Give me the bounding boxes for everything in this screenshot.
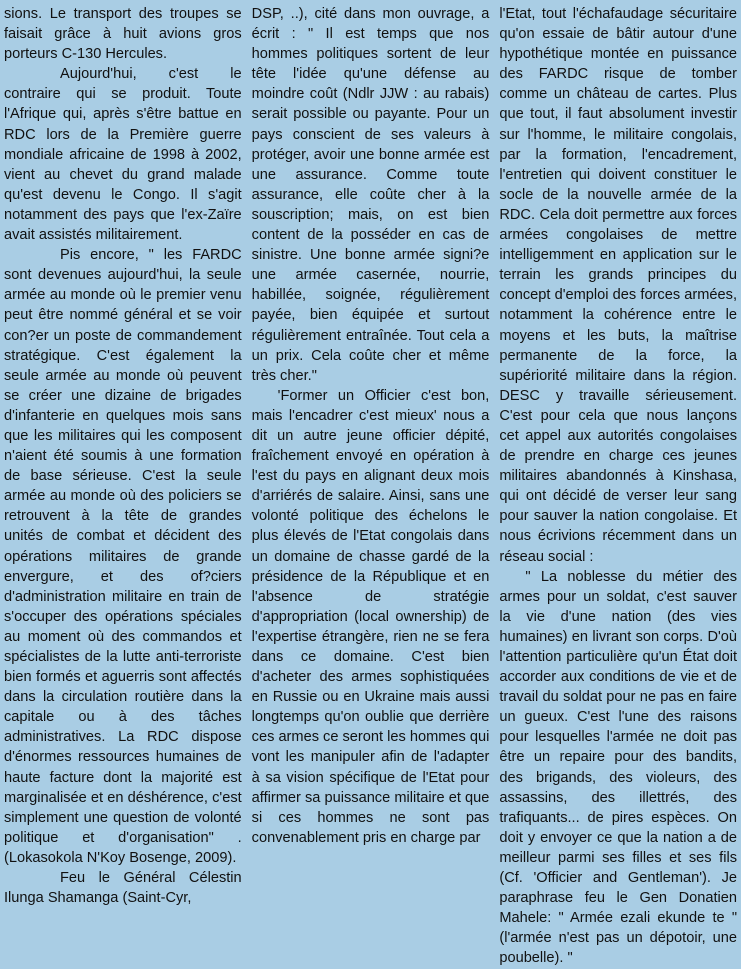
paragraph: l'Etat, tout l'échafaudage sécuritaire qu'on essaie de bâtir autour d'une hypothétique montée en puissance des FARDC risque de tomber comme un château de cartes. Plus que tout, il faut absolument investir sur l'homme, le militaire congolais, par la formation, l'encadrement, l'entretien qui doivent constituer le socle de la nouvelle armée de la RDC. Cela doit permettre aux forces armées congolaises de mettre intelligemment en application sur le terrain les grands principes du concept d'emploi des forces armées, notamment la cohérence entre le moyens et les buts, la maîtrise permanente de la force, la supériorité militaire dans la région. DESC y travaille sérieusement. C'est pour cela que nous lançons cet appel aux autorités congolaises de prendre en charge ces jeunes militaires abandonnés à Kinshasa, qui ont décidé de verser leur sang pour sauver la nation congolaise. Et nous écrivions récemment dans un réseau social : xyxy=(499,6,738,565)
paragraph: 'Former un Officier c'est bon, mais l'encadrer c'est mieux' nous a dit un autre jeune officier dépité, fraîchement envoyé en opération à l'est du pays en alignant deux mois d'arriérés de salaire. Ainsi, sans une volonté politique des échelons le plus élevés de l'Etat congolais dans un domaine de chasse gardé de la présidence de la République et en l'absence de stratégie d'appropriation (local ownership) de l'expertise étrangère, rien ne se fera dans ce domaine. C'est bien d'acheter des armes sophistiquées en Russie ou en Ukraine mais aussi longtemps qu'on oublie que derrière ces armes ce seront les hommes qui vont les manipuler afin de l'adapter à sa vision spécifique de l'Etat pour affirmer sa puissance militaire et que si ces hommes ne sont pas convenablement pris en charge par xyxy=(251,387,490,846)
paragraph: DSP, ..), cité dans mon ouvrage, a écrit : " Il est temps que nos hommes politiques sortent de leur tête l'idée qu'une défense au moindre coût (Ndlr JJW : au rabais) serait possible ou payante. Pour un pays conscient de ses valeurs à protéger, avoir une bonne armée est une assurance. Comme toute assurance, elle coûte cher à la souscription; mais, on est bien content de la posséder en cas de sinistre. Une bonne armée signi?e une armée casernée, nourrie, habillée, soignée, régulièrement payée, bien équipée et surtout régulièrement entraînée. Tout cela a un prix. Cela coûte cher et même très cher." xyxy=(251,6,490,384)
paragraph: Feu le Général Célestin Ilunga Shamanga (Saint-Cyr, xyxy=(4,870,242,907)
paragraph: sions. Le transport des troupes se faisait grâce à huit avions gros porteurs C-130 Hercules. xyxy=(4,6,242,63)
paragraph: " La noblesse du métier des armes pour un soldat, c'est sauver la vie d'une nation (des vies humaines) en livrant son corps. D'où l'attention particulière qu'un État doit accorder aux conditions de vie et de travail du soldat pour ne pas en faire un gueux. C'est l'une des raisons pour lesquelles l'armée ne doit pas être un repaire pour des bandits, des brigands, des violeurs, des assassins, des illettrés, des trafiquants... de pires espèces. On doit y envoyer ce que la nation a de meilleur parmi ses filles et ses fils (Cf. 'Officier and Gentleman'). Je paraphrase feu le Gen Donatien Mahele: " Armée ezali ekunde te " (l'armée n'est pas un dépotoir, une poubelle). " xyxy=(499,568,738,967)
text-column-2 xyxy=(252,4,490,892)
paragraph: Pis encore, " les FARDC sont devenues aujourd'hui, la seule armée au monde où le premier venu peut être nommé général et se voir con?er un poste de commandement stratégique. C'est également la seule armée au monde où peuvent se créer une dizaine de brigades d'infanterie en quelques mois sans que les militaires qui les composent n'aient été soumis à une formation de base sérieuse. C'est la seule armée au monde où des policiers se retrouvent à la tête de grandes unités de combat et décident des opérations militaires de grande envergure, et des of?ciers d'administration militaire en train de s'occuper des opérations spéciales au moment où des commandos et spécialistes de la lutte anti-terroriste bien formés et aguerris sont affectés dans la circulation routière dans la capitale ou à des tâches administratives. La RDC dispose d'énormes ressources humaines de haute facture dont la majorité est marginalisée et en déshérence, c'est simplement une question de volonté politique et d'organisation" . (Lokasokola N'Koy Bosenge, 2009). xyxy=(4,247,242,866)
text-column-1 xyxy=(4,4,242,907)
paragraph: Aujourd'hui, c'est le contraire qui se produit. Toute l'Afrique qui, après s'être battue en RDC lors de la Première guerre mondiale africaine de 1998 à 2002, vient au chevet du grand malade qu'est devenu le Congo. Il s'agit notamment des pays que l'ex-Zaïre avait assistés militairement. xyxy=(4,66,242,244)
text-column-3 xyxy=(499,4,738,967)
